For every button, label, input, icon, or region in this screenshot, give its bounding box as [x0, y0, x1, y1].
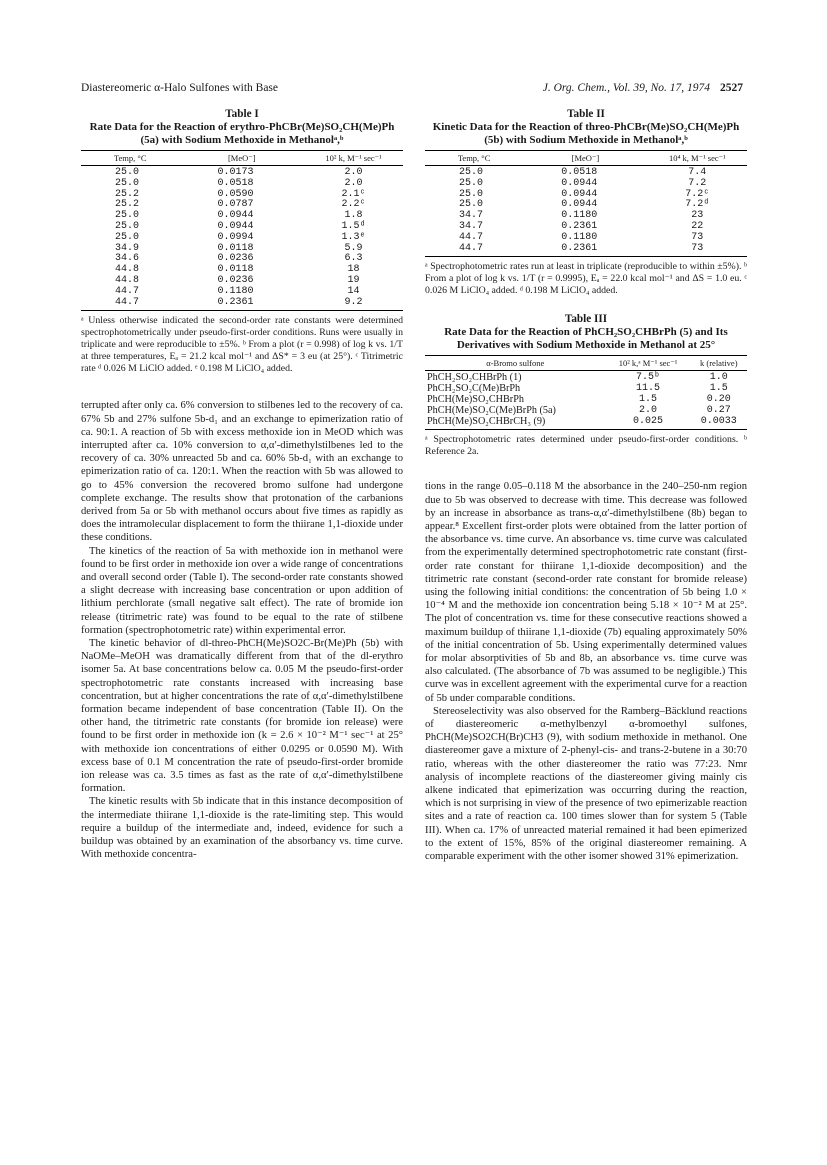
table-cell: PhCH(Me)SO₂CHBrPh — [427, 393, 524, 405]
table-cell: 0.0590 — [217, 188, 254, 200]
table-cell: 25.0 — [115, 231, 140, 243]
left-body-text — [81, 399, 403, 861]
table-cell: PhCH₂SO₂CHBrPh (1) — [427, 372, 522, 384]
paragraph: The kinetic behavior of dl-threo-PhCH(Me)SO2C-Br(Me)Ph (5b) with NaOMe–MeOH was dramatically different from that of the dl-erythro isomer 5a. At base concentrations below ca. 0.05 M the pseudo-first-order spectrophotometric rate constants increased with increasing base concentration, but at higher concentrations the rate of α,α′-dimethylstilbene formation became independent of base concentration (Table II). On the other hand, the titrimetric rate constants (for bromide ion release) were found to be first order in methoxide ion (k = 2.6 × 10⁻² M⁻¹ sec⁻¹ at 25° with methoxide ion concentrations of either 0.0295 or 0.0590 M). With excess base of 0.1 M concentration the rate of pseudo-first-order bromide ion release was ca. 3.5 times as fast as the rate of α,α′-dimethylstilbene formation. — [81, 638, 403, 795]
table-cell: 7.2ᵈ — [685, 199, 710, 211]
table-cell: 25.0 — [115, 177, 140, 189]
table-cell: 0.0033 — [691, 417, 747, 430]
paragraph: tions in the range 0.05–0.118 M the absorbance in the 240–250-nm region due to 5b was observed to decrease with time. This decrease was followed by an increase in absorbance as trans-α,α′-dimethylstilbene (8b) began to appear.⁸ Excellent first-order plots were obtained from the latter portion of the absorbance vs. time curve. An absorbance vs. time curve was calculated from the experimentally determined spectrophotometric rate constant (first-order rate constant for thiirane 1,1-dioxide decomposition) and the titrimetric rate constant (second-order rate constant for bromide release) using the following initial conditions: the concentration of 5b being 1.0 × 10⁻⁴ M and the methoxide ion concentration being 5.18 × 10⁻² M at 25°. The plot of concentration vs. time for these consecutive reactions showed a maximum buildup of thiirane 1,1-dioxide (7b) equaling approximately 50% of the initial concentration of 5b. Using experimentally determined values for molar absorptivities of 5b and 8b, an absorbance vs. time curve was also calculated. (The absorbance of 7b was assumed to be negligible.) This curve was in excellent agreement with the experimental curve for a reaction of 5b under comparable conditions. — [425, 481, 747, 704]
table-cell: 25.0 — [115, 210, 140, 222]
table-row — [81, 298, 403, 311]
left-column — [81, 108, 403, 861]
table-cell: 1.5 — [709, 383, 728, 395]
table-cell: 0.0236 — [217, 253, 254, 265]
table-cell: 0.025 — [606, 417, 691, 430]
table-cell: 0.0944 — [561, 177, 598, 189]
table-row — [425, 166, 747, 179]
page-number: 2527 — [720, 82, 743, 94]
table-cell: 0.1180 — [561, 231, 598, 243]
column-header: Temp, °C — [81, 151, 179, 166]
right-column — [425, 108, 747, 863]
table-1-caption: Rate Data for the Reaction of erythro-PhCBr(Me)SO₂CH(Me)Ph (5a) with Sodium Methoxide in Methanolᵃ,ᵇ — [89, 121, 395, 146]
table-cell: 0.2361 — [179, 298, 304, 311]
paragraph: terrupted after only ca. 6% conversion to stilbenes led to the recovery of ca. 67% 5b and 27% sulfone 5b-d₁ and an exchange to epimerization ratio of ca. 90:1. A reaction of 5b with excess methoxide ion in MeOD which was interrupted after ca. 10% conversion to α,α′-dimethylstilbenes led to the recovery of ca. 30% unreacted 5b and ca. 60% 5b-d₁ with an exchange to epimerization ratio of ca. 120:1. When the reaction with 5b was allowed to go to 45% conversion the recovered bromo sulfone had undergone complete exchange. The results show that protonation of the carbanions derived from 5a or 5b with methanol occurs about five times as rapidly as does the intramolecular displacement to form the thiirane 1,1-dioxide under these conditions. — [81, 400, 403, 544]
table-cell: 25.2 — [115, 199, 140, 211]
table-cell: 25.0 — [115, 167, 140, 178]
journal-name: J. Org. Chem., Vol. 39, No. 17, 1974 — [542, 82, 710, 94]
table-row — [425, 417, 747, 430]
paragraph: The kinetics of the reaction of 5a with methoxide ion in methanol were found to be first order in methoxide ion over a wide range of concentrations and overall second order (Table I). The second-order rate constants showed a slight decrease with increasing base concentration or upon addition of lithium perchlorate (small negative salt effect). The rate of bromide ion release (titrimetric rate) was found to be equal to the rate of stilbene formation (spectrophotometric rate) within experimental error. — [81, 545, 403, 636]
table-cell: 0.2361 — [523, 244, 647, 257]
running-head: Diastereomeric α-Halo Sulfones with Base — [81, 82, 278, 94]
table-cell: 7.2 — [688, 177, 707, 189]
table-cell: 7.5ᵇ — [636, 372, 661, 384]
table-cell: 25.0 — [459, 199, 484, 211]
table-1-grid — [81, 150, 403, 311]
column-header: k (relative) — [691, 356, 747, 371]
table-cell: 14 — [347, 285, 360, 297]
table-cell: 0.27 — [706, 404, 731, 416]
table-row — [425, 371, 747, 384]
table-cell: 44.7 — [81, 298, 179, 311]
table-2-number: Table II — [567, 108, 605, 120]
table-2-grid — [425, 150, 747, 257]
table-3-grid — [425, 355, 747, 430]
table-cell: 73 — [691, 231, 704, 243]
table-2-caption: Kinetic Data for the Reaction of threo-PhCBr(Me)SO₂CH(Me)Ph (5b) with Sodium Methoxide in Methanolᵃ,ᵇ — [432, 121, 740, 146]
column-header: [MeO⁻] — [179, 151, 304, 166]
table-cell: 0.0944 — [217, 220, 254, 232]
table-cell: 7.2ᶜ — [685, 188, 710, 200]
table-cell: 0.0944 — [217, 210, 254, 222]
table-cell: 2.0 — [344, 177, 363, 189]
table-cell: 1.5 — [639, 393, 658, 405]
table-1 — [81, 108, 403, 375]
table-1-footnote: ᵃ Unless otherwise indicated the second-order rate constants were determined spectrophotometrically under pseudo-first-order conditions. Runs were usually in triplicate and were reproducible to ±5%. ᵇ From a plot (r = 0.998) of log k vs. 1/T at three temperatures, Eₐ = 21.2 kcal mol⁻¹ and ΔS* = 3 eu (at 25°). ᶜ Titrimetric rate ᵈ 0.026 M LiClO added. ᵉ 0.198 M LiClO₄ added. — [81, 315, 403, 375]
table-row — [81, 287, 403, 298]
table-cell: 34.9 — [115, 242, 140, 254]
table-cell: 25.0 — [459, 188, 484, 200]
table-cell: 25.0 — [459, 177, 484, 189]
table-cell: 1.5ᵈ — [341, 220, 366, 232]
table-cell: 44.7 — [115, 285, 140, 297]
table-cell: 34.7 — [459, 220, 484, 232]
table-cell: 7.4 — [688, 167, 707, 178]
column-header: [MeO⁻] — [523, 151, 647, 166]
table-row — [425, 244, 747, 257]
table-3-number: Table III — [564, 313, 608, 326]
table-cell: 9.2 — [304, 298, 403, 311]
paragraph: Stereoselectivity was also observed for the Ramberg–Bäcklund reactions of diastereomeric α-methylbenzyl α-bromoethyl sulfones, PhCH(Me)SO2CH(Br)CH3 (9), with sodium methoxide in methanol. One diastereomer gave a mixture of 2-phenyl-cis- and trans-2-butene in a 30:70 ratio, whereas with the other diastereomer the ratio was 77:23. Nmr analysis of incomplete reactions of the diastereomer giving mainly cis alkene indicated that epimerization was occurring during the reaction, which is not surprising in view of the presence of two epimerizable reaction sites and a rate of reaction ca. 100 times slower than for system 5 (Table III). When ca. 17% of unreacted material remained it had been epimerized to the extent of 15%, 85% of the original diastereomer remaining. A comparable experiment with the other isomer showed 31% epimerization. — [425, 705, 747, 863]
table-cell: 0.1180 — [217, 285, 254, 297]
table-cell: 44.7 — [425, 244, 523, 257]
table-cell: 44.8 — [115, 264, 140, 276]
table-cell: 25.0 — [115, 220, 140, 232]
table-cell: 1.3ᵉ — [341, 231, 366, 243]
table-cell: 0.0518 — [561, 167, 598, 178]
table-row — [425, 233, 747, 244]
table-cell: 0.2361 — [561, 220, 598, 232]
table-cell: 19 — [347, 274, 360, 286]
table-cell: 22 — [691, 220, 704, 232]
table-cell: 44.8 — [115, 274, 140, 286]
table-3-footnote: ᵃ Spectrophotometric rates determined under pseudo-first-order conditions. ᵇ Reference 2a. — [425, 434, 747, 458]
table-row — [425, 406, 747, 417]
column-header: 10² k,ᵃ M⁻¹ sec⁻¹ — [606, 356, 691, 371]
table-cell: 18 — [347, 264, 360, 276]
table-cell: PhCH(Me)SO₂C(Me)BrPh (5a) — [427, 404, 556, 416]
table-cell: PhCH(Me)SO₂CHBrCH₃ (9) — [425, 417, 606, 430]
table-cell: 0.0118 — [217, 264, 254, 276]
table-2-footnote: ᵃ Spectrophotometric rates run at least in triplicate (reproducible to within ±5%). ᵇ From a plot of log k vs. 1/T (r = 0.9995), Eₐ = 22.0 kcal mol⁻¹ and ΔS = 1.0 eu. ᶜ 0.026 M LiClO₄ added. ᵈ 0.198 M LiClO₄ added. — [425, 261, 747, 297]
paragraph: The kinetic results with 5b indicate that in this instance decomposition of the intermediate thiirane 1,1-dioxide is the rate-limiting step. This would require a buildup of the intermediate and, indeed, evidence for such a buildup was obtained by an examination of the absorbancy vs. time curve. With methoxide concentra- — [81, 796, 403, 861]
table-3-caption: Rate Data for the Reaction of PhCH₂SO₂CHBrPh (5) and Its Derivatives with Sodium Methoxide in Methanol at 25° — [444, 326, 728, 351]
table-row — [81, 179, 403, 190]
table-cell: 44.7 — [459, 231, 484, 243]
table-cell: 2.2ᶜ — [341, 199, 366, 211]
table-row — [81, 233, 403, 244]
table-cell: 0.20 — [706, 393, 731, 405]
table-cell: 0.0173 — [217, 167, 254, 178]
table-cell: 2.0 — [639, 404, 658, 416]
table-cell: PhCH₂SO₂C(Me)BrPh — [427, 383, 521, 395]
table-cell: 6.3 — [344, 253, 363, 265]
journal-citation — [543, 82, 743, 94]
table-cell: 34.6 — [115, 253, 140, 265]
table-1-number: Table I — [225, 108, 259, 120]
table-cell: 5.9 — [344, 242, 363, 254]
table-cell: 11.5 — [636, 383, 661, 395]
table-2 — [425, 108, 747, 297]
table-cell: 2.1ᶜ — [341, 188, 366, 200]
table-cell: 25.0 — [459, 167, 484, 178]
table-cell: 34.7 — [459, 210, 484, 222]
table-cell: 0.0994 — [217, 231, 254, 243]
table-3 — [425, 313, 747, 458]
column-header: 10² k, M⁻¹ sec⁻¹ — [304, 151, 403, 166]
table-cell: 0.0518 — [217, 177, 254, 189]
column-header: α-Bromo sulfone — [425, 356, 606, 371]
table-cell: 73 — [648, 244, 747, 257]
column-header: 10⁴ k, M⁻¹ sec⁻¹ — [648, 151, 747, 166]
right-body-text — [425, 480, 747, 863]
table-cell: 0.0944 — [561, 188, 598, 200]
table-row — [81, 166, 403, 179]
table-row — [425, 179, 747, 190]
table-cell: 2.0 — [344, 167, 363, 178]
table-cell: 0.0944 — [561, 199, 598, 211]
table-cell: 1.8 — [344, 210, 363, 222]
table-cell: 25.2 — [115, 188, 140, 200]
table-cell: 0.0118 — [217, 242, 254, 254]
table-cell: 1.0 — [709, 372, 728, 384]
table-cell: 23 — [691, 210, 704, 222]
table-cell: 0.0787 — [217, 199, 254, 211]
table-cell: 0.1180 — [561, 210, 598, 222]
column-header: Temp, °C — [425, 151, 523, 166]
table-cell: 0.0236 — [217, 274, 254, 286]
